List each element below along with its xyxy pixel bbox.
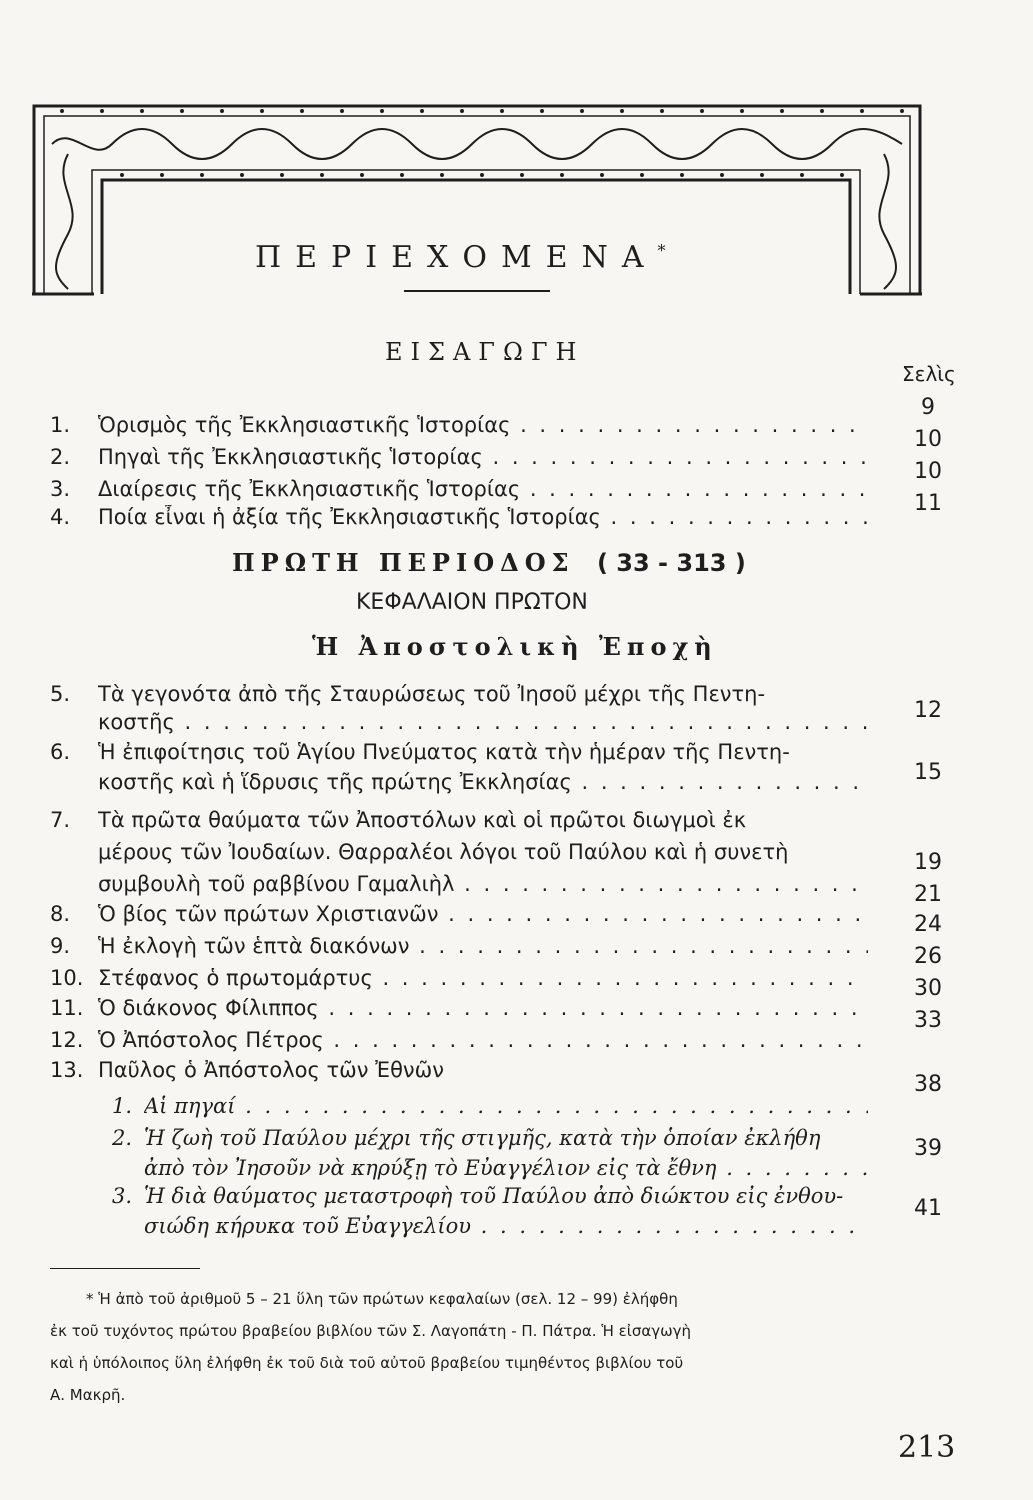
subentry-title: Αἱ πηγαί . . . [144, 1094, 868, 1118]
entry-title: Πηγαὶ τῆς Ἐκκλησιαστικῆς Ἱστορίας . . . [98, 445, 868, 469]
entry-number: 8. [50, 902, 71, 926]
entry-title: Ὁρισμὸς τῆς Ἐκκλησιαστικῆς Ἱστορίας . . . [98, 413, 868, 437]
entry-title: Παῦλος ὁ Ἀπόστολος τῶν Ἐθνῶν [98, 1058, 444, 1082]
entry-number: 4. [50, 505, 71, 529]
toc-entry [50, 413, 868, 445]
title-rule [404, 290, 550, 292]
toc-entry-continued [50, 872, 868, 904]
pages-column-label: Σελὶς [902, 362, 956, 386]
footnote-line: καὶ ἡ ὑπόλοιπος ὕλη ἐλήφθη ἐκ τοῦ διὰ τοῦ αὐτοῦ βραβείου τιμηθέντος βιβλίου τοῦ [50, 1354, 684, 1372]
entry-number: 3. [50, 477, 71, 501]
entry-number: 9. [50, 934, 71, 958]
period-years: ( 33 - 313 ) [596, 549, 746, 577]
toc-entry [50, 934, 868, 966]
toc-entry [50, 902, 868, 934]
subentry-number: 3. [112, 1184, 133, 1208]
entry-number: 11. [50, 996, 84, 1020]
entry-page: 15 [914, 760, 942, 785]
entry-page: 33 [914, 1008, 942, 1033]
entry-number: 6. [50, 740, 71, 764]
subentry-title-line: Ἡ διὰ θαύματος μεταστροφὴ τοῦ Παύλου ἀπὸ διώκτου εἰς ἐνθου- [144, 1184, 844, 1208]
entry-title-line: συμβουλὴ τοῦ ραββίνου Γαμαλιὴλ . . . [98, 872, 868, 896]
entry-title-line: Ἡ ἐπιφοίτησις τοῦ Ἁγίου Πνεύματος κατὰ τὴν ἡμέραν τῆς Πεντη- [98, 740, 790, 764]
contents-title-text: ΠΕΡΙΕΧΟΜΕΝΑ [255, 240, 658, 275]
period-title: ΠΡΩΤΗ ΠΕΡΙΟΔΟΣ [232, 548, 575, 577]
entry-page: 39 [914, 1136, 942, 1161]
subentry-title-line: Ἡ ζωὴ τοῦ Παύλου μέχρι τῆς στιγμῆς, κατὰ τὴν ὁποίαν ἐκλήθη [144, 1126, 821, 1150]
page-number: 213 [898, 1430, 956, 1465]
footnote-line: ἐκ τοῦ τυχόντος πρώτου βραβείου βιβλίου τῶν Σ. Λαγοπάτη - Π. Πάτρα. Ἡ εἰσαγωγὴ [50, 1322, 692, 1340]
entry-number: 5. [50, 682, 71, 706]
entry-page: 30 [914, 976, 942, 1001]
footnote-line: * Ἡ ἀπὸ τοῦ ἀριθμοῦ 5 – 21 ὕλη τῶν πρώτων κεφαλαίων (σελ. 12 – 99) ἐλήφθη [86, 1290, 678, 1308]
entry-page: 10 [914, 427, 942, 452]
entry-number: 12. [50, 1028, 84, 1052]
subentry-number: 2. [112, 1126, 133, 1150]
entry-title: Ὁ διάκονος Φίλιππος . . . [98, 996, 868, 1020]
toc-entry [50, 996, 868, 1028]
entry-title-line: Τὰ πρῶτα θαύματα τῶν Ἀποστόλων καὶ οἱ πρῶτοι διωγμοὶ ἐκ [98, 808, 747, 832]
entry-page: 12 [914, 698, 942, 723]
entry-page: 26 [914, 944, 942, 969]
entry-page: 21 [914, 882, 942, 907]
entry-number: 7. [50, 808, 71, 832]
entry-number: 10. [50, 966, 84, 990]
toc-entry [50, 505, 868, 537]
entry-page: 24 [914, 912, 942, 937]
period-heading [232, 548, 746, 577]
entry-title-line: μέρους τῶν Ἰουδαίων. Θαρραλέοι λόγοι τοῦ Παύλου καὶ ἡ συνετὴ [98, 840, 789, 864]
entry-number: 1. [50, 413, 71, 437]
title-footnote-mark: * [657, 241, 666, 260]
toc-subentry [112, 1094, 868, 1126]
entry-number: 13. [50, 1058, 84, 1082]
entry-title: Στέφανος ὁ πρωτομάρτυς . . . [98, 966, 868, 990]
subentry-title-line: σιώδη κήρυκα τοῦ Εὐαγγελίου . . . [144, 1214, 868, 1238]
subentry-number: 1. [112, 1094, 133, 1118]
toc-subentry [112, 1126, 868, 1158]
contents-title [255, 240, 715, 275]
chapter-heading: ΚΕΦΑΛΑΙΟΝ ΠΡΩΤΟΝ [356, 590, 588, 615]
entry-page: 11 [914, 491, 942, 516]
entry-number: 2. [50, 445, 71, 469]
entry-title: Ποία εἶναι ἡ ἀξία τῆς Ἐκκλησιαστικῆς Ἱστορίας . . . [98, 505, 868, 529]
toc-entry [50, 1058, 868, 1090]
toc-subentry-continued [144, 1214, 868, 1246]
entry-page: 41 [914, 1196, 942, 1221]
toc-entry [50, 966, 868, 998]
footnote-rule [50, 1268, 200, 1269]
entry-title-line: Τὰ γεγονότα ἀπὸ τῆς Σταυρώσεως τοῦ Ἰησοῦ μέχρι τῆς Πεντη- [98, 682, 766, 706]
toc-subentry [112, 1184, 868, 1216]
entry-title: Ὁ Ἀπόστολος Πέτρος . . . [98, 1028, 868, 1052]
entry-page: 19 [914, 850, 942, 875]
intro-heading: ΕΙΣΑΓΩΓΗ [385, 338, 585, 366]
toc-entry-continued [50, 770, 868, 802]
entry-page: 38 [914, 1072, 942, 1097]
entry-title-line: κοστῆς καὶ ἡ ἵδρυσις τῆς πρώτης Ἐκκλησίας . . . [98, 770, 868, 794]
toc-entry [50, 808, 868, 840]
toc-entry-continued [50, 710, 868, 742]
toc-entry [50, 1028, 868, 1060]
subentry-title-line: ἀπὸ τὸν Ἰησοῦν νὰ κηρύξῃ τὸ Εὐαγγέλιον εἰς τὰ ἔθνη . . . [144, 1156, 868, 1180]
toc-entry [50, 740, 868, 772]
toc-entry [50, 445, 868, 477]
toc-entry-continued [50, 840, 868, 872]
entry-title: Ἡ ἐκλογὴ τῶν ἑπτὰ διακόνων . . . [98, 934, 868, 958]
epoch-heading: Ἡ Ἀποστολικὴ Ἐποχὴ [312, 632, 718, 661]
entry-title: Ὁ βίος τῶν πρώτων Χριστιανῶν . . . [98, 902, 868, 926]
entry-page: 10 [914, 459, 942, 484]
entry-page: 9 [921, 395, 935, 420]
entry-title: Διαίρεσις τῆς Ἐκκλησιαστικῆς Ἱστορίας . . . [98, 477, 868, 501]
footnote-line: Α. Μακρῆ. [50, 1386, 126, 1404]
entry-title-line: κοστῆς . . . [98, 710, 868, 734]
